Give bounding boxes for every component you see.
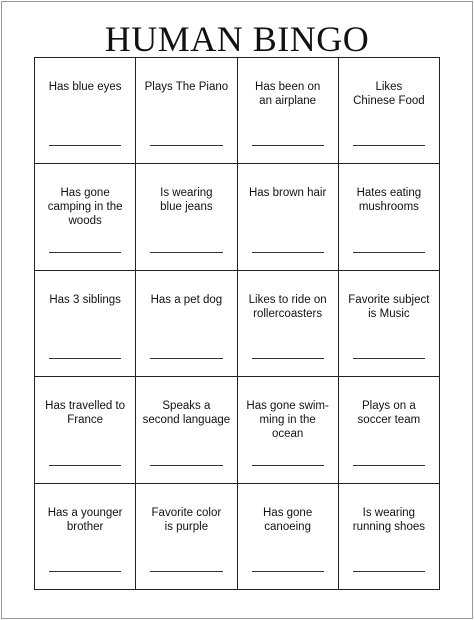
signature-line <box>150 465 222 466</box>
bingo-square <box>35 271 136 377</box>
bingo-square-text: Is wearing running shoes <box>352 506 425 533</box>
bingo-square-text: Has gone canoeing <box>263 506 313 533</box>
signature-line <box>353 145 425 146</box>
bingo-square-text: Has 3 siblings <box>49 293 121 306</box>
signature-line <box>150 145 222 146</box>
bingo-square <box>238 164 339 270</box>
signature-line <box>150 358 222 359</box>
bingo-square-text: Has a younger brother <box>47 506 123 533</box>
signature-line <box>252 465 324 466</box>
signature-line <box>49 145 121 146</box>
signature-line <box>150 252 222 253</box>
bingo-square-text: Has travelled to France <box>45 400 126 427</box>
bingo-square <box>339 164 440 270</box>
bingo-square <box>339 271 440 377</box>
bingo-square <box>136 164 237 270</box>
bingo-square <box>136 271 237 377</box>
bingo-square-text: Has brown hair <box>248 187 327 200</box>
bingo-square <box>238 377 339 483</box>
bingo-square-text: Has been on an airplane <box>255 81 321 107</box>
bingo-square-text: Hates eating mushrooms <box>356 187 422 214</box>
bingo-square <box>238 271 339 377</box>
signature-line <box>49 571 121 572</box>
bingo-square-text: Likes Chinese Food <box>353 81 425 107</box>
signature-line <box>49 465 121 466</box>
bingo-square-text: Favorite color is purple <box>151 506 222 533</box>
signature-line <box>49 358 121 359</box>
bingo-square <box>136 58 237 164</box>
bingo-square-text: Is wearing blue jeans <box>160 187 213 214</box>
bingo-square-text: Favorite subject is Music <box>348 293 430 320</box>
bingo-square <box>35 58 136 164</box>
bingo-square <box>339 377 440 483</box>
signature-line <box>150 571 222 572</box>
bingo-square-text: Has blue eyes <box>48 81 122 93</box>
bingo-square-text: Has gone swim- ming in the ocean <box>246 400 329 441</box>
bingo-square-text: Speaks a second language <box>142 400 231 427</box>
bingo-square-text: Has gone camping in the woods <box>47 187 123 228</box>
signature-line <box>252 252 324 253</box>
signature-line <box>353 571 425 572</box>
signature-line <box>252 145 324 146</box>
bingo-square-text: Plays The Piano <box>144 81 229 93</box>
bingo-square <box>35 484 136 590</box>
signature-line <box>252 358 324 359</box>
bingo-square-text: Likes to ride on rollercoasters <box>248 293 327 320</box>
bingo-square <box>339 484 440 590</box>
page-title: HUMAN BINGO <box>104 19 370 59</box>
bingo-square <box>238 58 339 164</box>
bingo-square <box>35 164 136 270</box>
bingo-square <box>339 58 440 164</box>
signature-line <box>252 571 324 572</box>
bingo-square <box>35 377 136 483</box>
bingo-grid <box>34 57 440 590</box>
bingo-square-text: Plays on a soccer team <box>357 400 421 427</box>
bingo-square <box>136 484 237 590</box>
signature-line <box>353 358 425 359</box>
bingo-square <box>136 377 237 483</box>
signature-line <box>353 252 425 253</box>
bingo-square-text: Has a pet dog <box>150 293 223 306</box>
bingo-square <box>238 484 339 590</box>
signature-line <box>49 252 121 253</box>
signature-line <box>353 465 425 466</box>
